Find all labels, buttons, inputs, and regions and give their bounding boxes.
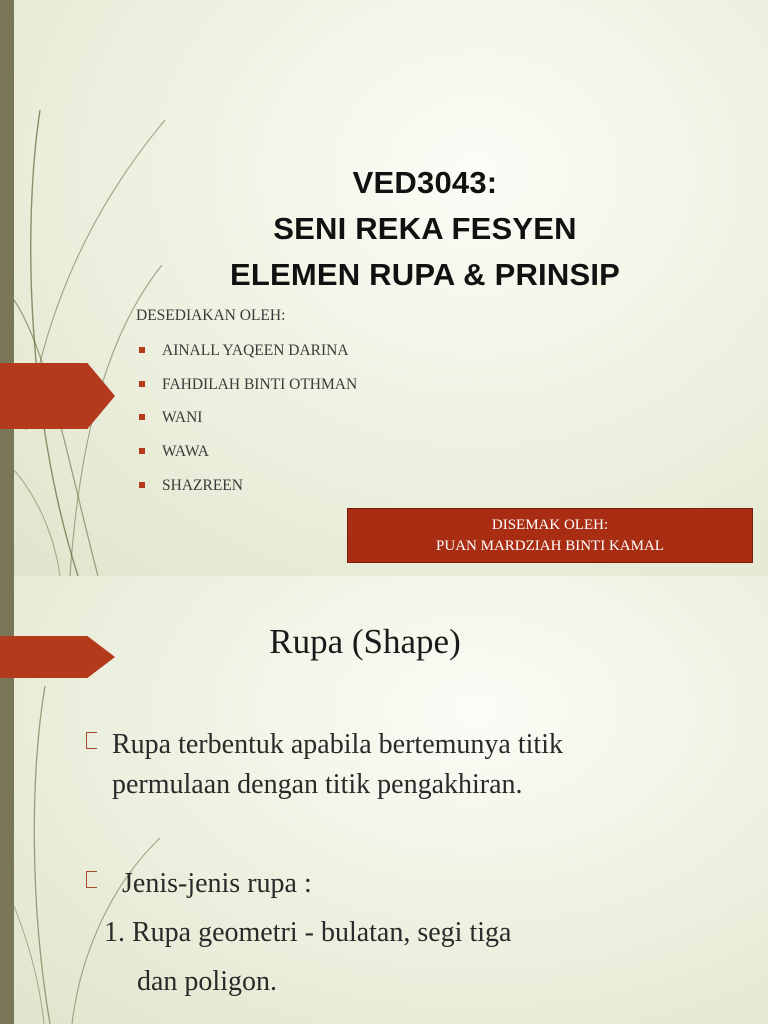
square-bullet-icon [139,448,145,454]
member-item [136,469,357,503]
member-item [136,334,357,368]
title-line-subject: SENI REKA FESYEN [273,211,577,246]
slide-title [170,160,680,298]
member-item [136,368,357,402]
square-bullet-icon [139,414,145,420]
types-heading: Jenis-jenis rupa : [122,868,312,899]
reviewer-label: DISEMAK OLEH: [491,517,609,533]
square-bullet-icon [139,482,145,488]
member-item [136,435,357,469]
member-name: WAWA [162,443,209,461]
slide-title: Rupa (Shape) [269,622,461,661]
reviewer-name: PUAN MARDZIAH BINTI KAMAL [436,538,664,554]
square-bullet-icon [139,381,145,387]
member-item [136,401,357,435]
member-name: SHAZREEN [162,476,243,494]
type-item-line: dan poligon. [137,966,277,997]
square-bullet-icon [139,347,145,353]
definition-line: Rupa terbentuk apabila bertemunya titik [112,729,563,760]
member-name: WANI [162,409,203,427]
content-slide [0,576,768,1024]
hollow-bullet-icon [86,732,97,749]
reviewer-box [347,508,753,563]
hollow-bullet-icon [86,871,97,888]
member-list [136,334,357,502]
prepared-by-label: DESEDIAKAN OLEH: [136,307,286,324]
title-line-topic: ELEMEN RUPA & PRINSIP [229,257,621,292]
type-item-line: 1. Rupa geometri - bulatan, segi tiga [104,917,512,948]
member-name: AINALL YAQEEN DARINA [162,342,349,359]
member-name: FAHDILAH BINTI OTHMAN [162,375,358,393]
title-line-course: VED3043: [352,165,498,200]
definition-line: permulaan dengan titik pengakhiran. [112,769,523,800]
